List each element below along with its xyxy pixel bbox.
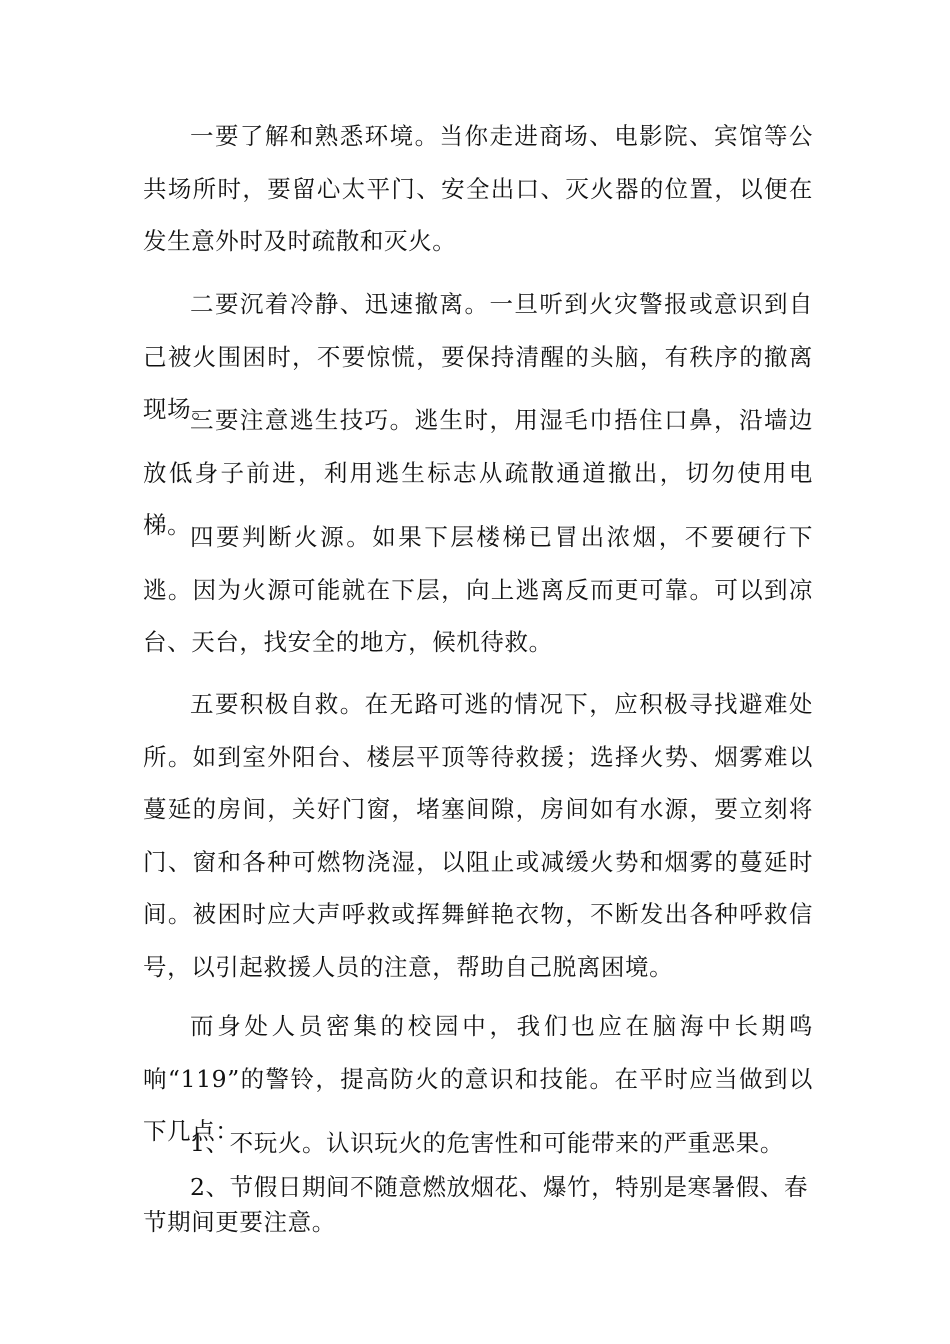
- paragraph-stay-calm: 二要沉着冷静、迅速撤离。一旦听到火灾警报或意识到自己被火围困时，不要惊慌，要保持清醒的头脑，有秩序的撤离现场。: [143, 290, 813, 423]
- paragraph-know-environment: 一要了解和熟悉环境。当你走进商场、电影院、宾馆等公共场所时，要留心太平门、安全出口、灭火器的位置，以便在发生意外时及时疏散和灭火。: [143, 122, 813, 255]
- list-item-no-playing-fire: 1、不玩火。认识玩火的危害性和可能带来的严重恶果。: [190, 1129, 784, 1157]
- paragraph-escape-skills: 三要注意逃生技巧。逃生时，用湿毛巾捂住口鼻，沿墙边放低身子前进，利用逃生标志从疏散通道撤出，切勿使用电梯。: [143, 406, 813, 539]
- paragraph-self-rescue: 五要积极自救。在无路可逃的情况下，应积极寻找避难处所。如到室外阳台、楼层平顶等待救援；选择火势、烟雾难以蔓延的房间，关好门窗，堵塞间隙，房间如有水源，要立刻将门、窗和各种可燃物浇湿，以阻止或减缓火势和烟雾的蔓延时间。被困时应大声呼救或挥舞鲜艳衣物，不断发出各种呼救信号，以引起救援人员的注意，帮助自己脱离困境。: [143, 690, 813, 981]
- paragraph-campus-safety: 而身处人员密集的校园中，我们也应在脑海中长期鸣响“119”的警铃，提高防火的意识和技能。在平时应当做到以下几点：: [143, 1012, 813, 1145]
- list-item-no-fireworks: 2、节假日期间不随意燃放烟花、爆竹，特别是寒暑假、春节期间更要注意。: [143, 1173, 809, 1236]
- paragraph-judge-fire-source: 四要判断火源。如果下层楼梯已冒出浓烟，不要硬行下逃。因为火源可能就在下层，向上逃离反而更可靠。可以到凉台、天台，找安全的地方，候机待救。: [143, 523, 813, 656]
